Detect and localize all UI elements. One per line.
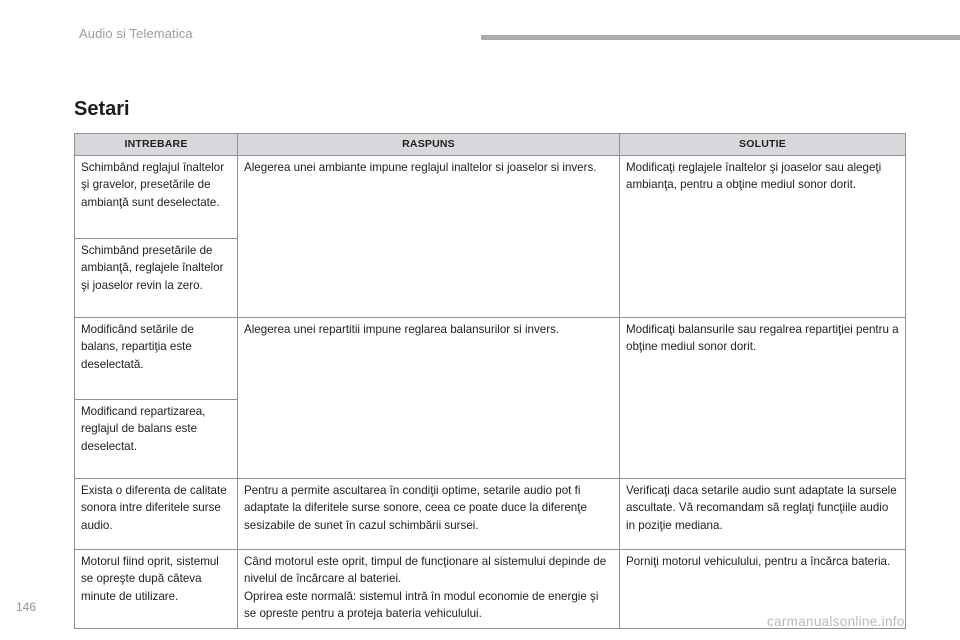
answer-line: Oprirea este normală: sistemul intră în modul economie de energie şi se opreste pentru a proteja bateria vehiculului.	[244, 589, 599, 621]
solution-cell: Modificaţi reglajele înaltelor şi joaselor sau alegeţi ambianţa, pentru a obţine mediul sonor dorit.	[620, 156, 906, 318]
section-title: Audio si Telematica	[79, 26, 193, 41]
table-row	[75, 318, 906, 400]
column-header-answer: RASPUNS	[238, 134, 620, 156]
answer-cell	[238, 550, 620, 629]
faq-table	[74, 133, 906, 629]
question-cell: Motorul fiind oprit, sistemul se opreşte după câteva minute de utilizare.	[75, 550, 238, 629]
page-number: 146	[16, 600, 37, 614]
question-cell: Schimbând presetările de ambianţă, reglajele înaltelor şi joaselor revin la zero.	[75, 239, 238, 318]
page-title: Setari	[74, 98, 130, 120]
table-header-row	[75, 134, 906, 156]
answer-cell: Alegerea unei ambiante impune reglajul inaltelor si joaselor si invers.	[238, 156, 620, 318]
solution-cell: Porniţi motorul vehiculului, pentru a încărca bateria.	[620, 550, 906, 629]
table-row	[75, 156, 906, 239]
answer-line: Când motorul este oprit, timpul de funcţionare al sistemului depinde de nivelul de încărcare al bateriei.	[244, 555, 607, 586]
question-cell: Modificand repartizarea, reglajul de balans este deselectat.	[75, 400, 238, 479]
watermark-text: carmanualsonline.info	[767, 614, 905, 629]
answer-cell: Alegerea unei repartitii impune reglarea balansurilor si invers.	[238, 318, 620, 479]
question-cell: Schimbând reglajul înaltelor şi gravelor, presetările de ambianţă sunt deselectate.	[75, 156, 238, 239]
table-row	[75, 479, 906, 550]
solution-cell: Modificaţi balansurile sau regalrea repartiţiei pentru a obţine mediul sonor dorit.	[620, 318, 906, 479]
column-header-question: INTREBARE	[75, 134, 238, 156]
header-divider-bar	[481, 35, 960, 40]
solution-cell: Verificaţi daca setarile audio sunt adaptate la sursele ascultate. Vă recomandam să reglaţi funcţiile audio in poziţie mediana.	[620, 479, 906, 550]
question-cell: Modificând setările de balans, repartiţia este deselectată.	[75, 318, 238, 400]
question-cell: Exista o diferenta de calitate sonora intre diferitele surse audio.	[75, 479, 238, 550]
column-header-solution: SOLUTIE	[620, 134, 906, 156]
answer-cell: Pentru a permite ascultarea în condiţii optime, setarile audio pot fi adaptate la diferitele surse sonore, ceea ce poate duce la diferenţe sesizabile de sunet în cazul schimbării sursei.	[238, 479, 620, 550]
